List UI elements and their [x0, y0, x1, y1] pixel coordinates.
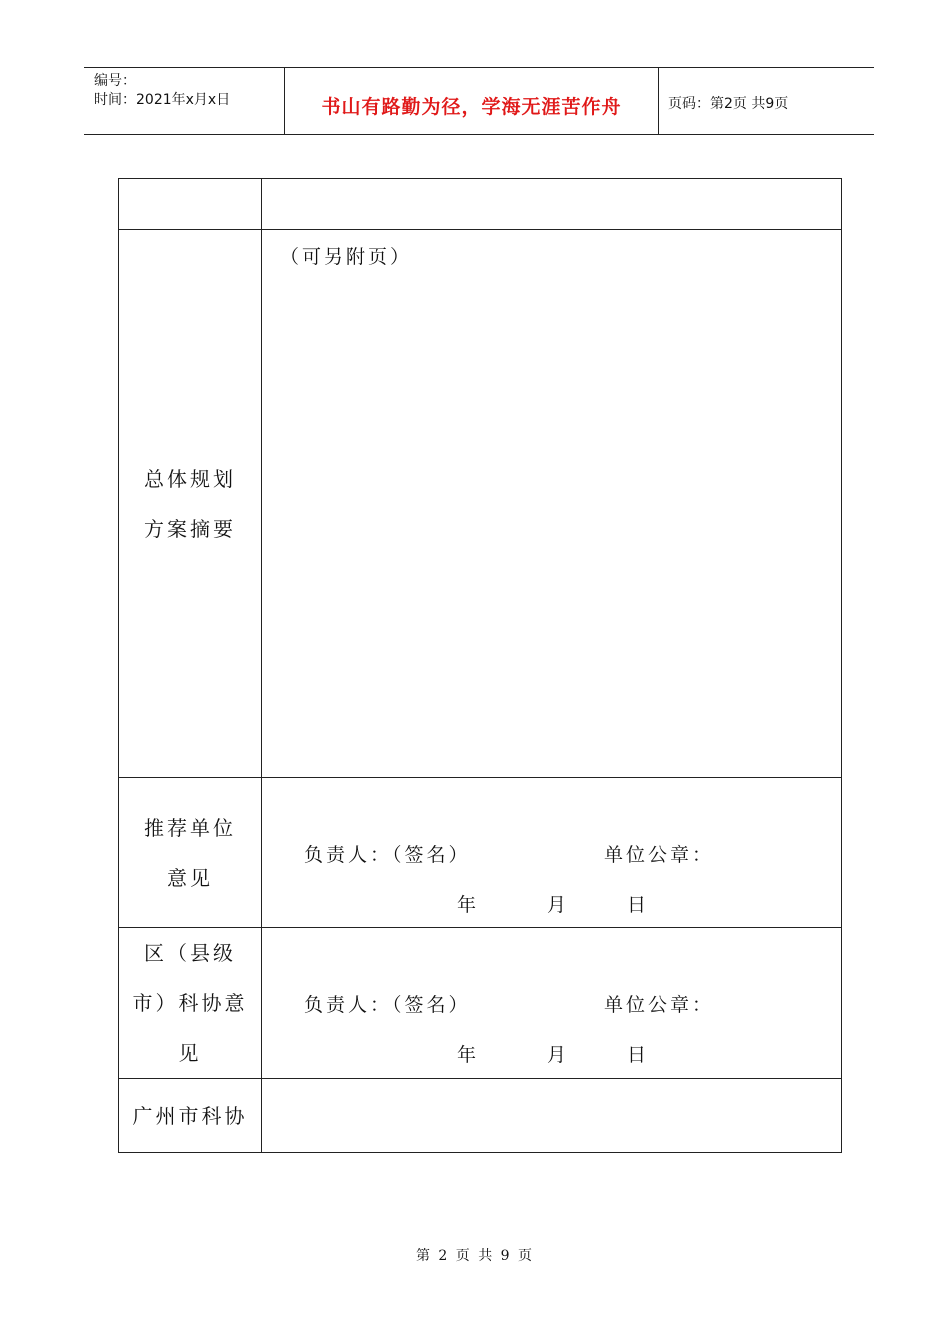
document-time-label: 时间：2021年x月x日: [94, 92, 231, 108]
date-year-label: 年: [457, 1044, 477, 1066]
attach-page-note: （可另附页）: [280, 246, 413, 268]
unit-seal-label: 单位公章：: [604, 994, 715, 1016]
recommend-label-line: 意见: [167, 865, 213, 890]
header-divider: [658, 68, 659, 134]
date-day-label: 日: [627, 894, 647, 916]
table-row-blank: [119, 179, 842, 230]
table-row-recommend: [119, 778, 842, 928]
district-label-line: 见: [178, 1041, 202, 1065]
blank-label-cell: [119, 179, 262, 230]
responsible-signature-label: 负责人：（签名）: [304, 844, 471, 866]
recommend-label-line: 推荐单位: [144, 815, 236, 840]
date-month-label: 月: [547, 1044, 567, 1066]
form-table: [118, 178, 842, 1153]
district-label: [119, 928, 262, 1079]
responsible-signature-label: 负责人：（签名）: [304, 994, 471, 1016]
blank-content-cell[interactable]: [262, 179, 842, 230]
unit-seal-label: 单位公章：: [604, 844, 715, 866]
district-opinion-field[interactable]: [262, 928, 842, 1079]
recommend-opinion-field[interactable]: [262, 778, 842, 928]
summary-label-line: 方案摘要: [144, 516, 236, 541]
date-month-label: 月: [547, 894, 567, 916]
district-label-line: 区（县级: [144, 941, 236, 965]
header-page-info: 页码：第2页 共9页: [668, 96, 789, 112]
table-row-summary: [119, 230, 842, 778]
date-year-label: 年: [457, 894, 477, 916]
recommend-label: [119, 778, 262, 928]
page-footer: 第 2 页 共 9 页: [415, 1248, 535, 1264]
summary-label-line: 总体规划: [144, 466, 236, 491]
city-opinion-field[interactable]: [262, 1079, 842, 1153]
summary-content-field[interactable]: [262, 230, 842, 778]
table-row-city: [119, 1079, 842, 1153]
district-label-line: 市）科协意: [132, 991, 248, 1015]
document-number-label: 编号：: [94, 73, 136, 89]
city-label: 广州市科协: [119, 1079, 262, 1153]
header-motto: 书山有路勤为径，学海无涯苦作舟: [321, 95, 622, 118]
table-row-district: [119, 928, 842, 1079]
date-day-label: 日: [627, 1044, 647, 1066]
page-header: [84, 67, 874, 135]
header-meta: [94, 72, 230, 110]
summary-label: [119, 230, 262, 778]
